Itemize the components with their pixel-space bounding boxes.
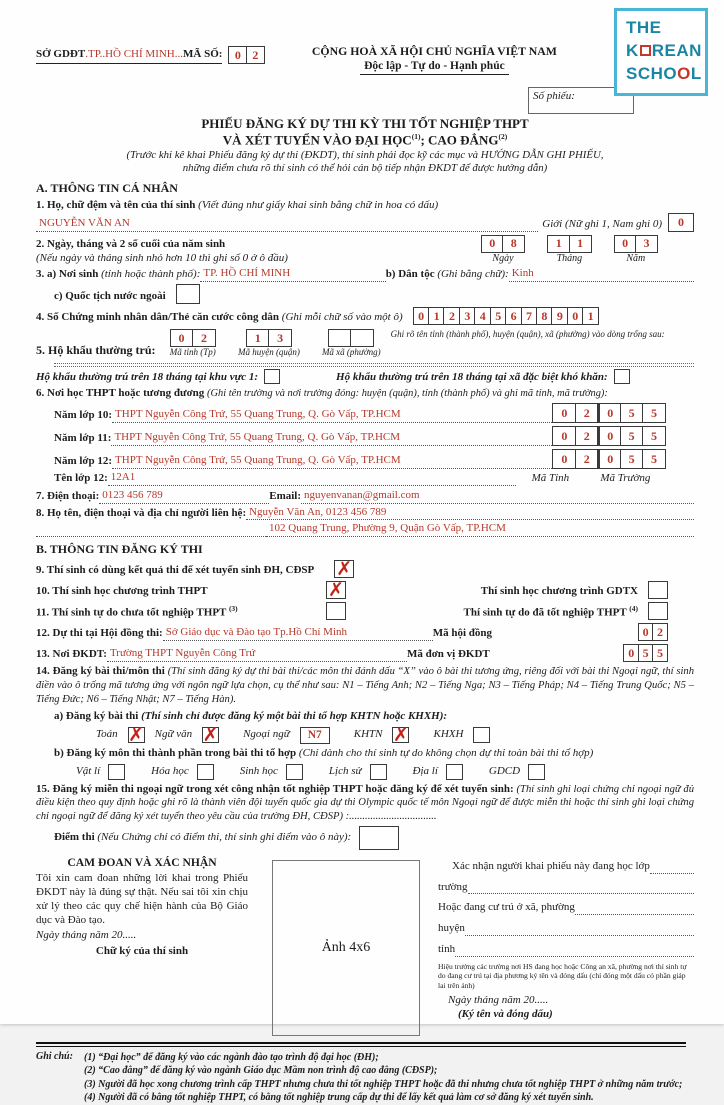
dob-year-digit[interactable]: 3 bbox=[635, 235, 658, 253]
vatli-label: Vật lí bbox=[76, 764, 101, 777]
item11: 11. Thí sinh tự do chưa tốt nghiệp THPT $^{(3)}$ Thí sinh tự do đã tốt nghiệp THPT $^{(4)}$ bbox=[36, 602, 694, 620]
residence-write-line[interactable] bbox=[54, 363, 694, 367]
confirm-huyen-label: huyện bbox=[438, 922, 465, 935]
exam-subjects-row bbox=[96, 723, 694, 746]
school-row-12: Năm lớp 12: THPT Nguyễn Công Trứ, 55 Quang Trung, Q. Gò Vấp, TP.HCM 0 2 0 5 5 bbox=[54, 449, 694, 469]
dkdt-digit[interactable]: 0 bbox=[623, 644, 639, 662]
confirm-cutru-label: Hoặc đang cư trú ở xã, phường bbox=[438, 901, 575, 914]
footnote-3: (3) Người đã học xong chương trình cấp THPT nhưng chưa thi tốt nghiệp THPT hoặc đã thi nhưng chưa tốt nghiệp THPT ở những năm trước; bbox=[84, 1078, 683, 1090]
confirm-huyen-field[interactable] bbox=[465, 923, 694, 936]
bottom-section bbox=[36, 856, 694, 1036]
xa-label: Mã xã (phường) bbox=[321, 347, 381, 358]
code-digit[interactable]: 5 bbox=[620, 449, 644, 469]
item14-b-label: b) Đăng ký môn thi thành phần trong bài thi tổ hợp (Chỉ dành cho thí sinh tự do không chọn dự thi toàn bài thi tổ hợp) bbox=[54, 746, 594, 759]
huyen-digit[interactable]: 3 bbox=[268, 329, 292, 347]
kv1-checkbox[interactable] bbox=[264, 369, 280, 384]
item15-score-line: Điểm thi (Nếu Chứng chỉ có điểm thi, thí sinh ghi điểm vào ô này): bbox=[54, 826, 694, 850]
sinhhoc-checkbox[interactable] bbox=[286, 764, 303, 780]
code-column-labels: Mã Tỉnh Mã Trường bbox=[531, 472, 651, 485]
confirm-tinh-label: tỉnh bbox=[438, 942, 456, 955]
toan-label: Toán bbox=[96, 728, 118, 741]
item2 bbox=[36, 235, 694, 266]
school-11-field[interactable]: THPT Nguyễn Công Trứ, 55 Quang Trung, Q. Gò Vấp, TP.HCM bbox=[111, 431, 552, 446]
confirm-sign-label: (Ký tên và đóng dấu) bbox=[458, 1007, 553, 1020]
council-digit[interactable]: 2 bbox=[652, 623, 668, 641]
ma-so-label: MÃ SỐ: bbox=[183, 48, 223, 61]
id-digit[interactable]: 1 bbox=[582, 307, 599, 325]
year-label: Năm bbox=[626, 252, 646, 264]
code-digit[interactable]: 5 bbox=[642, 426, 666, 446]
gdtx-program-checkbox[interactable] bbox=[648, 581, 668, 599]
gender-box[interactable] bbox=[668, 213, 694, 232]
birthplace-field[interactable]: TP. HỒ CHÍ MINH bbox=[200, 267, 385, 282]
school-10-field[interactable]: THPT Nguyễn Công Trứ, 55 Quang Trung, Q. Gò Vấp, TP.HCM bbox=[112, 408, 552, 423]
id-digit[interactable]: 3 bbox=[459, 307, 476, 325]
toan-checkbox[interactable]: ✗ bbox=[128, 723, 145, 746]
commitment-date-line[interactable]: Ngày tháng năm 20..... bbox=[36, 929, 137, 942]
school-11-codes[interactable] bbox=[552, 426, 666, 446]
item12: 12. Dự thi tại Hội đồng thi: Sở Giáo dục và Đào tạo Tp.Hồ Chí Minh Mã hội đồng 0 2 bbox=[36, 623, 694, 641]
dob-day-digit[interactable]: 8 bbox=[502, 235, 525, 253]
component-subjects-row bbox=[76, 764, 694, 780]
ma-so-boxes[interactable] bbox=[228, 46, 264, 64]
gdcd-checkbox[interactable] bbox=[528, 764, 545, 780]
full-name-field[interactable]: NGUYỄN VĂN AN bbox=[36, 217, 538, 232]
exam-council-field[interactable]: Sở Giáo dục và Đào tạo Tp.Hồ Chí Minh bbox=[163, 626, 433, 641]
ethnicity-field[interactable]: Kinh bbox=[509, 267, 694, 282]
code-digit[interactable]: 5 bbox=[642, 403, 666, 423]
dept-value[interactable]: .TP..HỒ CHÍ MINH... bbox=[85, 48, 183, 61]
code-digit[interactable]: 5 bbox=[620, 426, 644, 446]
red-square-icon bbox=[640, 45, 651, 56]
use-result-checkbox[interactable]: ✗ bbox=[334, 560, 354, 578]
code-digit[interactable]: 0 bbox=[552, 426, 576, 446]
confirm-cutru-field[interactable] bbox=[575, 902, 694, 915]
item5: 5. Hộ khẩu thường trú: 0 2 Mã tỉnh (Tp) 1 3 Mã huyện (quận) Mã xã (phường) Ghi rõ tên tỉnh (thành phố), huyện (quận), xã (phường) vào dòng trống sau: bbox=[36, 329, 665, 358]
kho-khan-checkbox[interactable] bbox=[614, 369, 630, 384]
confirm-line1: Xác nhận người khai phiếu này đang học lớp bbox=[452, 859, 650, 872]
department-line bbox=[36, 46, 265, 64]
confirm-truong-field[interactable] bbox=[468, 881, 695, 894]
confirm-date-line[interactable]: Ngày tháng năm 20..... bbox=[448, 994, 549, 1007]
gender-value[interactable]: 0 bbox=[668, 213, 694, 232]
commitment-heading: CAM ĐOAN VÀ XÁC NHẬN bbox=[67, 855, 217, 869]
title-line2: VÀ XÉT TUYỂN VÀO ĐẠI HỌC$^{(1)}$; CAO ĐẲNG$^{(2)}$ bbox=[222, 132, 508, 148]
id-digit[interactable]: 7 bbox=[521, 307, 538, 325]
so-phieu-label: Số phiếu: bbox=[533, 90, 575, 103]
dob-day-digit[interactable]: 0 bbox=[481, 235, 504, 253]
id-digit[interactable]: 1 bbox=[428, 307, 445, 325]
dkdt-digit[interactable]: 5 bbox=[652, 644, 668, 662]
item13: 13. Nơi ĐKDT: Trường THPT Nguyễn Công Trứ Mã đơn vị ĐKDT 0 5 5 bbox=[36, 644, 694, 662]
candidate-signature-label: Chữ ký của thí sinh bbox=[95, 945, 189, 958]
photo-box bbox=[272, 860, 420, 1036]
gender-label: Giới (Nữ ghi 1, Nam ghi 0) bbox=[542, 218, 662, 231]
class12-line: Tên lớp 12: 12A1 Mã Tỉnh Mã Trường bbox=[54, 471, 694, 486]
xa-code-group[interactable] bbox=[322, 329, 381, 358]
dob-year-digit[interactable]: 0 bbox=[614, 235, 637, 253]
footnote-4: (4) Người đã có bằng tốt nghiệp THPT, có bằng tốt nghiệp trung cấp dự thi để lấy kết quả làm cơ sở đăng ký xét tuyển sinh. bbox=[84, 1092, 594, 1104]
contact-field-line2[interactable]: 102 Quang Trung, Phường 9, Quận Gò Vấp, TP.HCM bbox=[266, 522, 694, 537]
code-digit[interactable]: 5 bbox=[642, 449, 666, 469]
phone-field[interactable]: 0123 456 789 bbox=[99, 489, 269, 504]
huyen-digit[interactable]: 1 bbox=[246, 329, 270, 347]
title-note-line2: những điểm chưa rõ thí sinh có thể hỏi cán bộ tiếp nhận ĐKDT để được hướng dẫn) bbox=[182, 161, 548, 174]
hoahoc-checkbox[interactable] bbox=[197, 764, 214, 780]
class12-field[interactable]: 12A1 bbox=[108, 471, 516, 486]
diali-label: Địa lí bbox=[412, 764, 438, 777]
council-digit[interactable]: 0 bbox=[638, 623, 654, 641]
logo-line3: SCHOOL bbox=[626, 63, 702, 83]
id-digit[interactable]: 5 bbox=[490, 307, 507, 325]
footnote-1: (1) “Đại học” để đăng ký vào các ngành đào tạo trình độ đại học (ĐH); bbox=[84, 1051, 379, 1063]
foreign-nationality-checkbox[interactable] bbox=[176, 284, 200, 304]
dob-month-digit[interactable]: 1 bbox=[569, 235, 592, 253]
khtn-checkbox[interactable]: ✗ bbox=[393, 723, 409, 746]
tinh-digit[interactable]: 0 bbox=[170, 329, 194, 347]
khxh-label: KHXH bbox=[433, 728, 464, 741]
national-header bbox=[279, 44, 590, 75]
code-digit[interactable]: 2 bbox=[575, 403, 599, 423]
item7: 7. Điện thoại: 0123 456 789 Email: nguyenvanan@gmail.com bbox=[36, 489, 694, 504]
council-code-boxes[interactable] bbox=[638, 623, 668, 641]
code-digit[interactable]: 2 bbox=[575, 449, 599, 469]
dkdt-place-field[interactable]: Trường THPT Nguyễn Công Trứ bbox=[107, 647, 407, 662]
title-line1: PHIẾU ĐĂNG KÝ DỰ THI KỲ THI TỐT NGHIỆP THPT bbox=[201, 116, 529, 132]
id-digit[interactable]: 4 bbox=[474, 307, 491, 325]
school-row-10: Năm lớp 10: THPT Nguyễn Công Trứ, 55 Quang Trung, Q. Gò Vấp, TP.HCM 0 2 0 5 5 bbox=[54, 403, 694, 423]
sinhhoc-label: Sinh học bbox=[239, 764, 278, 777]
school-12-field[interactable]: THPT Nguyễn Công Trứ, 55 Quang Trung, Q. Gò Vấp, TP.HCM bbox=[112, 454, 552, 469]
lichsu-label: Lịch sử bbox=[328, 764, 362, 777]
xa-digit[interactable] bbox=[328, 329, 352, 347]
kv1-label: Hộ khẩu thường trú trên 18 tháng tại khu vực 1: bbox=[36, 370, 259, 383]
form-header bbox=[36, 34, 694, 75]
korean-school-logo bbox=[614, 8, 708, 96]
dob-month-digit[interactable]: 1 bbox=[547, 235, 570, 253]
item8-line2 bbox=[36, 522, 694, 537]
kho-khan-label: Hộ khẩu thường trú trên 18 tháng tại xã đặc biệt khó khăn: bbox=[336, 370, 608, 383]
code-digit[interactable]: 0 bbox=[597, 403, 621, 423]
contact-leader[interactable] bbox=[36, 522, 266, 537]
dkdt-code-boxes[interactable] bbox=[623, 644, 668, 662]
id-digit[interactable]: 0 bbox=[413, 307, 430, 325]
gdcd-label: GDCD bbox=[488, 764, 521, 777]
id-digit[interactable]: 6 bbox=[505, 307, 522, 325]
code-digit[interactable]: 0 bbox=[552, 403, 576, 423]
free-candidate-not-grad-checkbox[interactable] bbox=[326, 602, 346, 620]
email-field[interactable]: nguyenvanan@gmail.com bbox=[301, 489, 694, 504]
confirm-truong-label: trường bbox=[438, 880, 468, 893]
item4: 4. Số Chứng minh nhân dân/Thẻ căn cước công dân (Ghi mỗi chữ số vào một ô) 0 1 2 3 4 5 6 7 8 9 0 1 bbox=[36, 307, 694, 325]
confirm-small-note: Hiệu trưởng các trường nơi HS đang học hoặc Công an xã, phường nơi thí sinh tự do đang cư trú tại địa phương ký tên và đóng dấu (chỉ đóng một dấu có phần giáp lai trên ảnh) bbox=[438, 961, 687, 990]
footnote-2: (2) “Cao đẳng” để đăng ký vào ngành Giáo dục Mầm non trình độ cao đẳng (CĐSP); bbox=[84, 1065, 438, 1077]
vatli-checkbox[interactable] bbox=[108, 764, 125, 780]
dkdt-digit[interactable]: 5 bbox=[638, 644, 654, 662]
item14-intro: 14. Đăng ký bài thi/môn thi (Thí sinh đăng ký dự thi bài thi/các môn thi đánh dấu “X” vào ô bài thi tương ứng, riêng đối với bài thi Ngoại ngữ, thí sinh điền vào ô trống mã tương ứng với ngôn ngữ lựa chọn, cụ thể như sau: N1 – Tiếng Anh; N2 – Tiếng Nga; N3 – Tiếng Pháp; N4 – Tiếng Trung Quốc; N5 – Tiếng Đức; N6 – Tiếng Nhật; N7 – Tiếng Hàn). bbox=[36, 665, 694, 705]
commitment-block bbox=[36, 856, 248, 1036]
item1-value-line bbox=[36, 213, 694, 232]
national-motto-line1: CỘNG HOÀ XÃ HỘI CHỦ NGHĨA VIỆT NAM bbox=[311, 44, 557, 58]
form-title bbox=[36, 116, 694, 175]
ngoaingu-code-box[interactable]: N7 bbox=[300, 727, 330, 744]
id-digit[interactable]: 0 bbox=[567, 307, 584, 325]
code-digit[interactable]: 0 bbox=[597, 426, 621, 446]
nguvan-label: Ngữ văn bbox=[154, 728, 193, 741]
ma-so-digit[interactable]: 0 bbox=[228, 46, 247, 64]
dob-boxes bbox=[459, 235, 658, 266]
item1-label-line: 1. Họ, chữ đệm và tên của thí sinh (Viết đúng như giấy khai sinh bằng chữ in hoa có dấu) bbox=[36, 199, 439, 212]
tinh-code-group[interactable] bbox=[170, 329, 216, 358]
item5-note: Ghi rõ tên tỉnh (thành phố), huyện (quận), xã (phường) vào dòng trống sau: bbox=[390, 329, 665, 340]
footnotes-block bbox=[36, 1051, 694, 1105]
photo-label: Ảnh 4x6 bbox=[321, 940, 371, 956]
dob-day-group[interactable] bbox=[481, 235, 525, 266]
section-b-heading: B. THÔNG TIN ĐĂNG KÝ THI bbox=[36, 542, 203, 557]
footnotes-label: Ghi chú: bbox=[36, 1050, 73, 1062]
confirm-tinh-field[interactable] bbox=[455, 944, 694, 957]
item14-a-label: a) Đăng ký bài thi (Thí sinh chỉ được đăng ký một bài thi tổ hợp KHTN hoặc KHXH): bbox=[54, 709, 448, 722]
item6-label-line: 6. Nơi học THPT hoặc tương đương (Ghi tên trường và nơi trường đóng: huyện (quận), tỉnh (thành phố) và ghi mã tỉnh, mã trường): bbox=[36, 387, 608, 400]
lichsu-checkbox[interactable] bbox=[370, 764, 387, 780]
diali-checkbox[interactable] bbox=[446, 764, 463, 780]
logo-line2: K REAN bbox=[626, 40, 702, 60]
id-digit[interactable]: 8 bbox=[536, 307, 553, 325]
id-number-boxes[interactable] bbox=[413, 307, 599, 325]
free-candidate-grad-checkbox[interactable] bbox=[648, 602, 668, 620]
day-label: Ngày bbox=[492, 252, 514, 264]
contact-field-line1[interactable]: Nguyễn Văn An, 0123 456 789 bbox=[246, 506, 694, 521]
section-a-heading: A. THÔNG TIN CÁ NHÂN bbox=[36, 180, 178, 195]
residence-line bbox=[36, 369, 694, 384]
dob-year-group[interactable] bbox=[614, 235, 658, 266]
code-digit[interactable]: 5 bbox=[620, 403, 644, 423]
item9: 9. Thí sinh có dùng kết quả thi để xét tuyển sinh ĐH, CĐSP ✗ bbox=[36, 560, 694, 578]
xa-digit[interactable] bbox=[350, 329, 374, 347]
hoahoc-label: Hóa học bbox=[151, 764, 189, 777]
school-10-codes[interactable] bbox=[552, 403, 666, 423]
double-rule bbox=[36, 1042, 686, 1047]
item3-c: c) Quốc tịch nước ngoài bbox=[54, 284, 694, 304]
huyen-code-group[interactable] bbox=[238, 329, 300, 358]
certificate-score-box[interactable] bbox=[359, 826, 399, 850]
ma-so-digit[interactable]: 2 bbox=[246, 46, 265, 64]
item2-labels: 2. Ngày, tháng và 2 số cuối của năm sinh (Nếu ngày và tháng sinh nhỏ hơn 10 thì ghi số 0 ở ô đầu) bbox=[36, 237, 288, 264]
national-motto-line2: Độc lập - Tự do - Hạnh phúc bbox=[360, 59, 509, 75]
khtn-label: KHTN bbox=[353, 728, 383, 741]
logo-line1: THE bbox=[626, 18, 662, 37]
school-row-11: Năm lớp 11: THPT Nguyễn Công Trứ, 55 Quang Trung, Q. Gò Vấp, TP.HCM 0 2 0 5 5 bbox=[54, 426, 694, 446]
dept-label: SỞ GDĐT bbox=[36, 48, 86, 61]
item10: 10. Thí sinh học chương trình THPT ✗ Thí sinh học chương trình GDTX bbox=[36, 581, 694, 599]
month-label: Tháng bbox=[556, 252, 583, 264]
confirm-class-field[interactable] bbox=[650, 861, 694, 874]
school-12-codes[interactable] bbox=[552, 449, 666, 469]
confirmation-block bbox=[438, 856, 694, 1036]
nguvan-checkbox[interactable]: ✗ bbox=[202, 723, 219, 746]
title-note-line1: (Trước khi kê khai Phiếu đăng ký dự thi (ĐKDT), thí sinh phải đọc kỹ các mục và HƯỚNG DẪN GHI PHIẾU, bbox=[126, 148, 604, 161]
huyen-label: Mã huyện (quận) bbox=[237, 347, 300, 358]
code-digit[interactable]: 2 bbox=[575, 426, 599, 446]
dob-month-group[interactable] bbox=[547, 235, 591, 266]
code-digit[interactable]: 0 bbox=[597, 449, 621, 469]
tinh-digit[interactable]: 2 bbox=[192, 329, 216, 347]
thpt-program-checkbox[interactable]: ✗ bbox=[326, 581, 346, 599]
item3-ab: 3. a) Nơi sinh (tỉnh hoặc thành phố): TP. HỒ CHÍ MINH b) Dân tộc (Ghi bằng chữ): Kinh bbox=[36, 267, 694, 282]
id-digit[interactable]: 9 bbox=[551, 307, 568, 325]
ngoaingu-label: Ngoại ngữ bbox=[243, 728, 290, 741]
khxh-checkbox[interactable] bbox=[473, 727, 490, 743]
item15-intro: 15. Đăng ký miễn thi ngoại ngữ trong xét công nhận tốt nghiệp THPT hoặc đăng ký để xét tuyển sinh: (Thí sinh ghi loại chứng chỉ ngoại ngữ đủ điều kiện theo quy định hoặc ghi rõ là thành viên đội tuyển quốc gia dự thi Olympic quốc tế môn Ngoại ngữ để được miễn thi hoặc thí sinh ghi loại chứng chỉ ngoại ngữ để đăng ký xét tuyển theo yêu cầu của trường ĐH, CĐSP) :................................. bbox=[36, 782, 695, 823]
tinh-label: Mã tỉnh (Tp) bbox=[169, 347, 216, 358]
item8-line1: 8. Họ tên, điện thoại và địa chỉ người liên hệ: Nguyễn Văn An, 0123 456 789 bbox=[36, 506, 694, 521]
commitment-body: Tôi xin cam đoan những lời khai trong Phiếu ĐKDT này là đúng sự thật. Nếu sai tôi xin chịu xử lý theo các quy chế hiện hành của Bộ Giáo dục và Đào tạo. bbox=[36, 872, 248, 926]
id-digit[interactable]: 2 bbox=[443, 307, 460, 325]
code-digit[interactable]: 0 bbox=[552, 449, 576, 469]
